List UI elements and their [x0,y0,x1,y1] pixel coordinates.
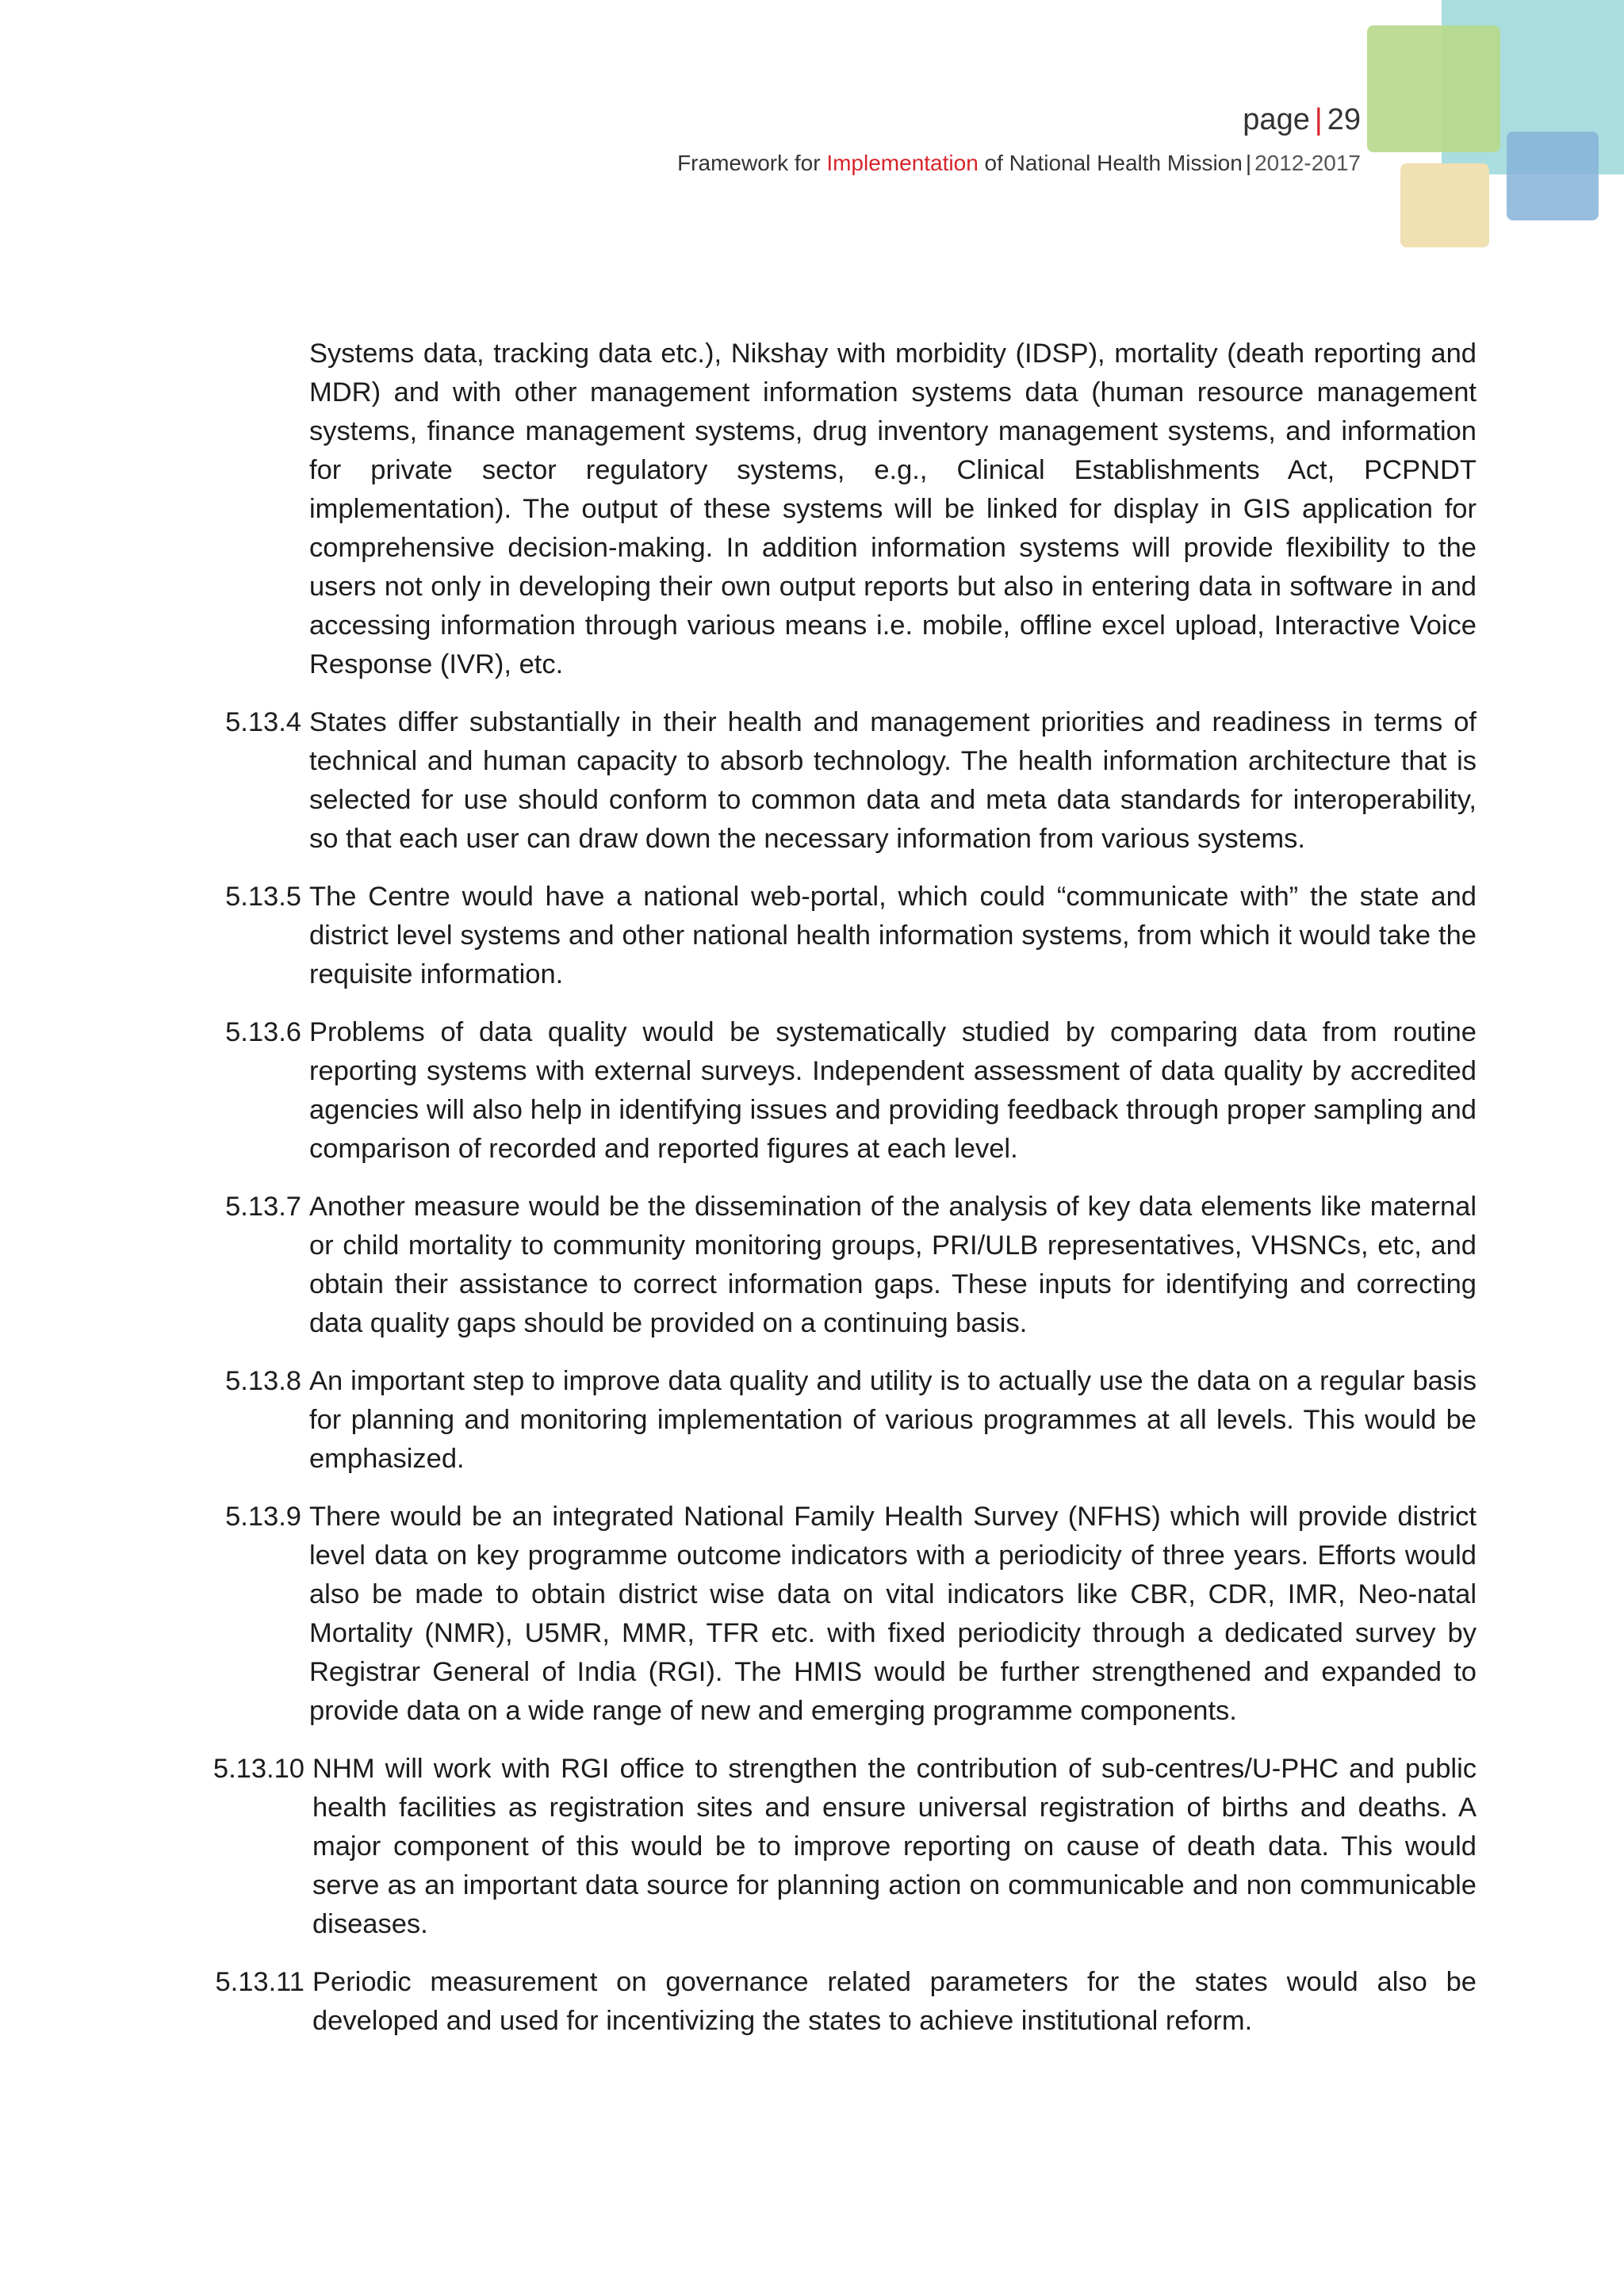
corner-decoration-green [1367,25,1500,152]
paragraph-text: States differ substantially in their health and management priorities and readiness in terms of technical and human capacity to absorb technology. The health information architecture that is selected for use should conform to common data and meta data standards for interoperability, so that each user can draw down the necessary information from various systems. [309,707,1477,854]
page-number-separator: | [1314,103,1323,136]
paragraph-number: 5.13.11 [215,1967,304,1997]
running-title-years: 2012-2017 [1254,151,1361,175]
paragraph-number: 5.13.10 [213,1754,304,1784]
paragraph-text: The Centre would have a national web-portal, which could “communicate with” the state and district level systems and other national health information systems, from which it would take the requisite information. [309,882,1477,989]
paragraph-number: 5.13.8 [225,1366,301,1396]
paragraph-text: Systems data, tracking data etc.), Nikshay with morbidity (IDSP), mortality (death reporting and MDR) and with other management information systems data (human resource management systems, finance management systems, drug inventory management systems, and information for private sector regulatory systems, e.g., Clinical Establishments Act, PCPNDT implementation). The output of these systems will be linked for display in GIS application for comprehensive decision-making. In addition information systems will provide flexibility to the users not only in developing their own output reports but also in entering data in software in and accessing information through various means i.e. mobile, offline excel upload, Interactive Voice Response (IVR), etc. [309,339,1477,679]
paragraph-number: 5.13.9 [225,1502,301,1532]
paragraph-text: There would be an integrated National Family Health Survey (NFHS) which will provide district level data on key programme outcome indicators with a periodicity of three years. Efforts would also be made to obtain district wise data on vital indicators like CBR, CDR, IMR, Neo-natal Mortality (NMR), U5MR, MMR, TFR etc. with fixed periodicity through a dedicated survey by Registrar General of India (RGI). The HMIS would be further strengthened and expanded to provide data on a wide range of new and emerging programme components. [309,1502,1477,1726]
page-number: 29 [1327,103,1361,136]
corner-decoration-blue [1507,132,1599,220]
paragraph-text: Problems of data quality would be systematically studied by comparing data from routine reporting systems with external surveys. Independent assessment of data quality by accredited agencies will also help in identifying issues and providing feedback through proper sampling and comparison of recorded and reported figures at each level. [309,1017,1477,1164]
page-number-label [1243,103,1361,137]
paragraph-5-13-8 [206,1362,1477,1479]
running-title-separator: | [1245,151,1252,175]
page-label: page [1243,103,1310,136]
paragraph-5-13-6 [206,1013,1477,1169]
paragraph-number: 5.13.6 [225,1017,301,1047]
paragraph-5-13-5 [206,878,1477,994]
paragraph-continuation [206,335,1477,684]
paragraph-number: 5.13.7 [225,1192,301,1222]
paragraph-5-13-7 [206,1188,1477,1343]
paragraph-text: Periodic measurement on governance related parameters for the states would also be developed and used for incentivizing the states to achieve institutional reform. [312,1967,1477,2036]
paragraph-text: An important step to improve data quality and utility is to actually use the data on a regular basis for planning and monitoring implementation of various programmes at all levels. This would be emphasized. [309,1366,1477,1474]
running-title [677,151,1361,176]
paragraph-5-13-4 [206,703,1477,859]
running-title-post: of National Health Mission [978,151,1243,175]
paragraph-number: 5.13.4 [225,707,301,737]
paragraph-text: NHM will work with RGI office to strengthen the contribution of sub-centres/U-PHC and public health facilities as registration sites and ensure universal registration of births and deaths. A major component of this would be to improve reporting on cause of death data. This would serve as an important data source for planning action on communicable and non communicable diseases. [312,1754,1477,1939]
paragraph-number: 5.13.5 [225,882,301,912]
paragraph-5-13-11 [206,1963,1477,2041]
document-body [206,335,1477,2060]
corner-decoration-sand [1400,163,1489,247]
running-title-pre: Framework for [677,151,827,175]
paragraph-5-13-10 [206,1750,1477,1944]
paragraph-text: Another measure would be the dissemination of the analysis of key data elements like maternal or child mortality to community monitoring groups, PRI/ULB representatives, VHSNCs, etc, and obtain their assistance to correct information gaps. These inputs for identifying and correcting data quality gaps should be provided on a continuing basis. [309,1192,1477,1338]
running-title-accent: Implementation [826,151,979,175]
paragraph-5-13-9 [206,1498,1477,1731]
